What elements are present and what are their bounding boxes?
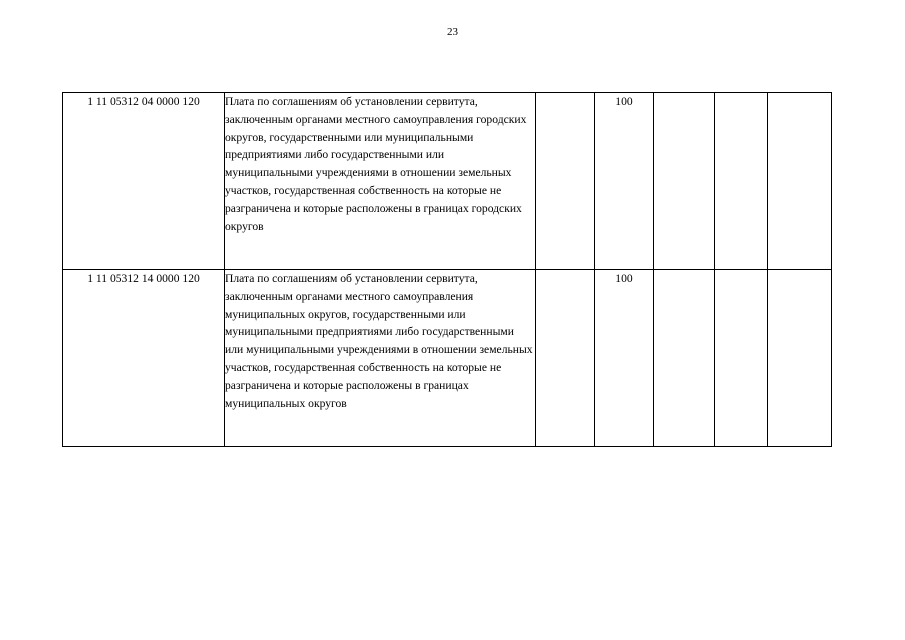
percent-value-cell: 100 [595, 270, 654, 447]
budget-code-cell: 1 11 05312 14 0000 120 [63, 270, 225, 447]
empty-cell [768, 270, 832, 447]
empty-cell [654, 93, 715, 270]
budget-code-cell: 1 11 05312 04 0000 120 [63, 93, 225, 270]
revenue-table [62, 92, 832, 447]
empty-cell [654, 270, 715, 447]
description-cell: Плата по соглашениям об установлении сервитута, заключенным органами местного самоуправления муниципальных округов, государственными или муниципальными предприятиями либо государственными или муниципальными учреждениями в отношении земельных участков, государственная собственность на которые не разграничена и которые расположены в границах муниципальных округов [225, 270, 536, 447]
percent-value-cell: 100 [595, 93, 654, 270]
empty-cell [715, 270, 768, 447]
empty-cell [715, 93, 768, 270]
table-row [63, 270, 832, 447]
empty-cell [536, 93, 595, 270]
empty-cell [768, 93, 832, 270]
page-number: 23 [447, 26, 458, 38]
description-cell: Плата по соглашениям об установлении сервитута, заключенным органами местного самоуправления городских округов, государственными или муниципальными предприятиями либо государственными или муниципальными учреждениями в отношении земельных участков, государственная собственность на которые не разграничена и которые расположены в границах городских округов [225, 93, 536, 270]
empty-cell [536, 270, 595, 447]
table-row [63, 93, 832, 270]
